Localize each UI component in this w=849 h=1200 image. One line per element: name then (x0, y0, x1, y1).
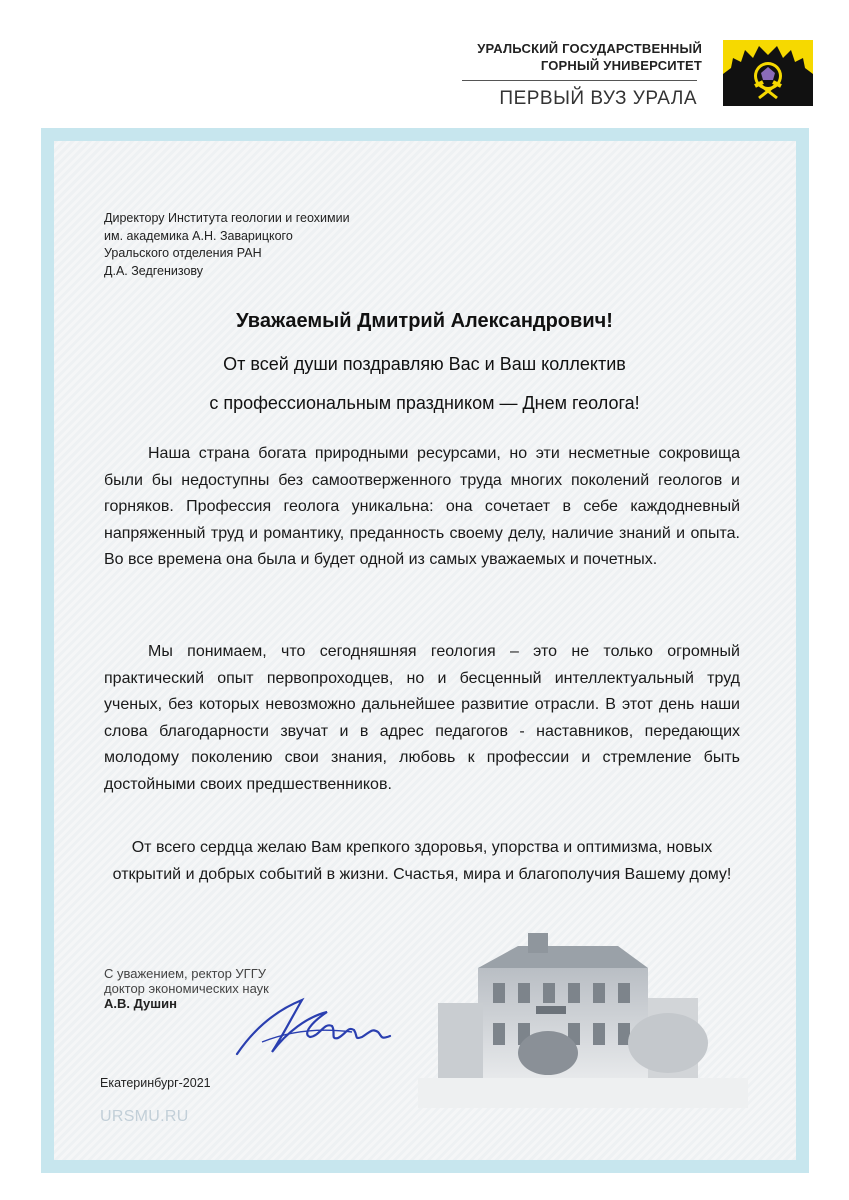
congratulation-line-2: с профессиональным праздником — Днем геолога! (209, 393, 640, 413)
recipient-address (104, 210, 350, 280)
closing-title: доктор экономических наук (104, 981, 269, 996)
recipient-line: Директору Института геологии и геохимии (104, 211, 350, 225)
header-divider (462, 80, 697, 81)
body-paragraph-3: От всего сердца желаю Вам крепкого здоровья, упорства и оптимизма, новых открытий и добрых событий в жизни. Счастья, мира и благополучия Вашему дому! (112, 839, 732, 883)
university-logo-icon (723, 40, 813, 106)
body-paragraph-1: Наша страна богата природными ресурсами, но эти несметные сокровища были бы недоступны без самоотверженного труда многих поколений геологов и горняков. Профессия геолога уникальна: она сочетает в себе каждодневный напряженный труд и романтику, преданность своему делу, наличие знаний и опыта. Во все времена она была и будет одной из самых уважаемых и почетных. (104, 445, 740, 568)
city-year: Екатеринбург-2021 (100, 1076, 211, 1090)
body-paragraph-2: Мы понимаем, что сегодняшняя геология – это не только огромный практический опыт первопроходцев, но и бесценный интеллектуальный труд ученых, без которых невозможно дальнейшее развитие отрасли. В этот день наши слова благодарности звучат и в адрес педагогов - наставников, передающих молодому поколению свои знания, любовь к профессии и стремление быть достойными своих предшественников. (104, 643, 740, 793)
signatory-name: А.В. Душин (104, 996, 177, 1011)
website-link[interactable]: URSMU.RU (100, 1108, 189, 1125)
recipient-line: Д.А. Зедгенизову (104, 263, 204, 278)
closing-line: С уважением, ректор УГГУ (104, 966, 267, 981)
university-name (462, 40, 702, 74)
recipient-line: Уральского отделения РАН (104, 246, 262, 260)
university-name-line2: ГОРНЫЙ УНИВЕРСИТЕТ (540, 58, 702, 73)
congratulation-line-1: От всей души поздравляю Вас и Ваш коллектив (223, 354, 626, 374)
recipient-line: им. академика А.Н. Заварицкого (104, 228, 293, 243)
handwritten-signature-icon (232, 992, 402, 1062)
university-building-illustration (418, 928, 748, 1108)
university-tagline: ПЕРВЫЙ ВУЗ УРАЛА (499, 88, 697, 109)
university-name-line1: УРАЛЬСКИЙ ГОСУДАРСТВЕННЫЙ (477, 41, 702, 56)
salutation: Уважаемый Дмитрий Александрович! (236, 310, 613, 332)
